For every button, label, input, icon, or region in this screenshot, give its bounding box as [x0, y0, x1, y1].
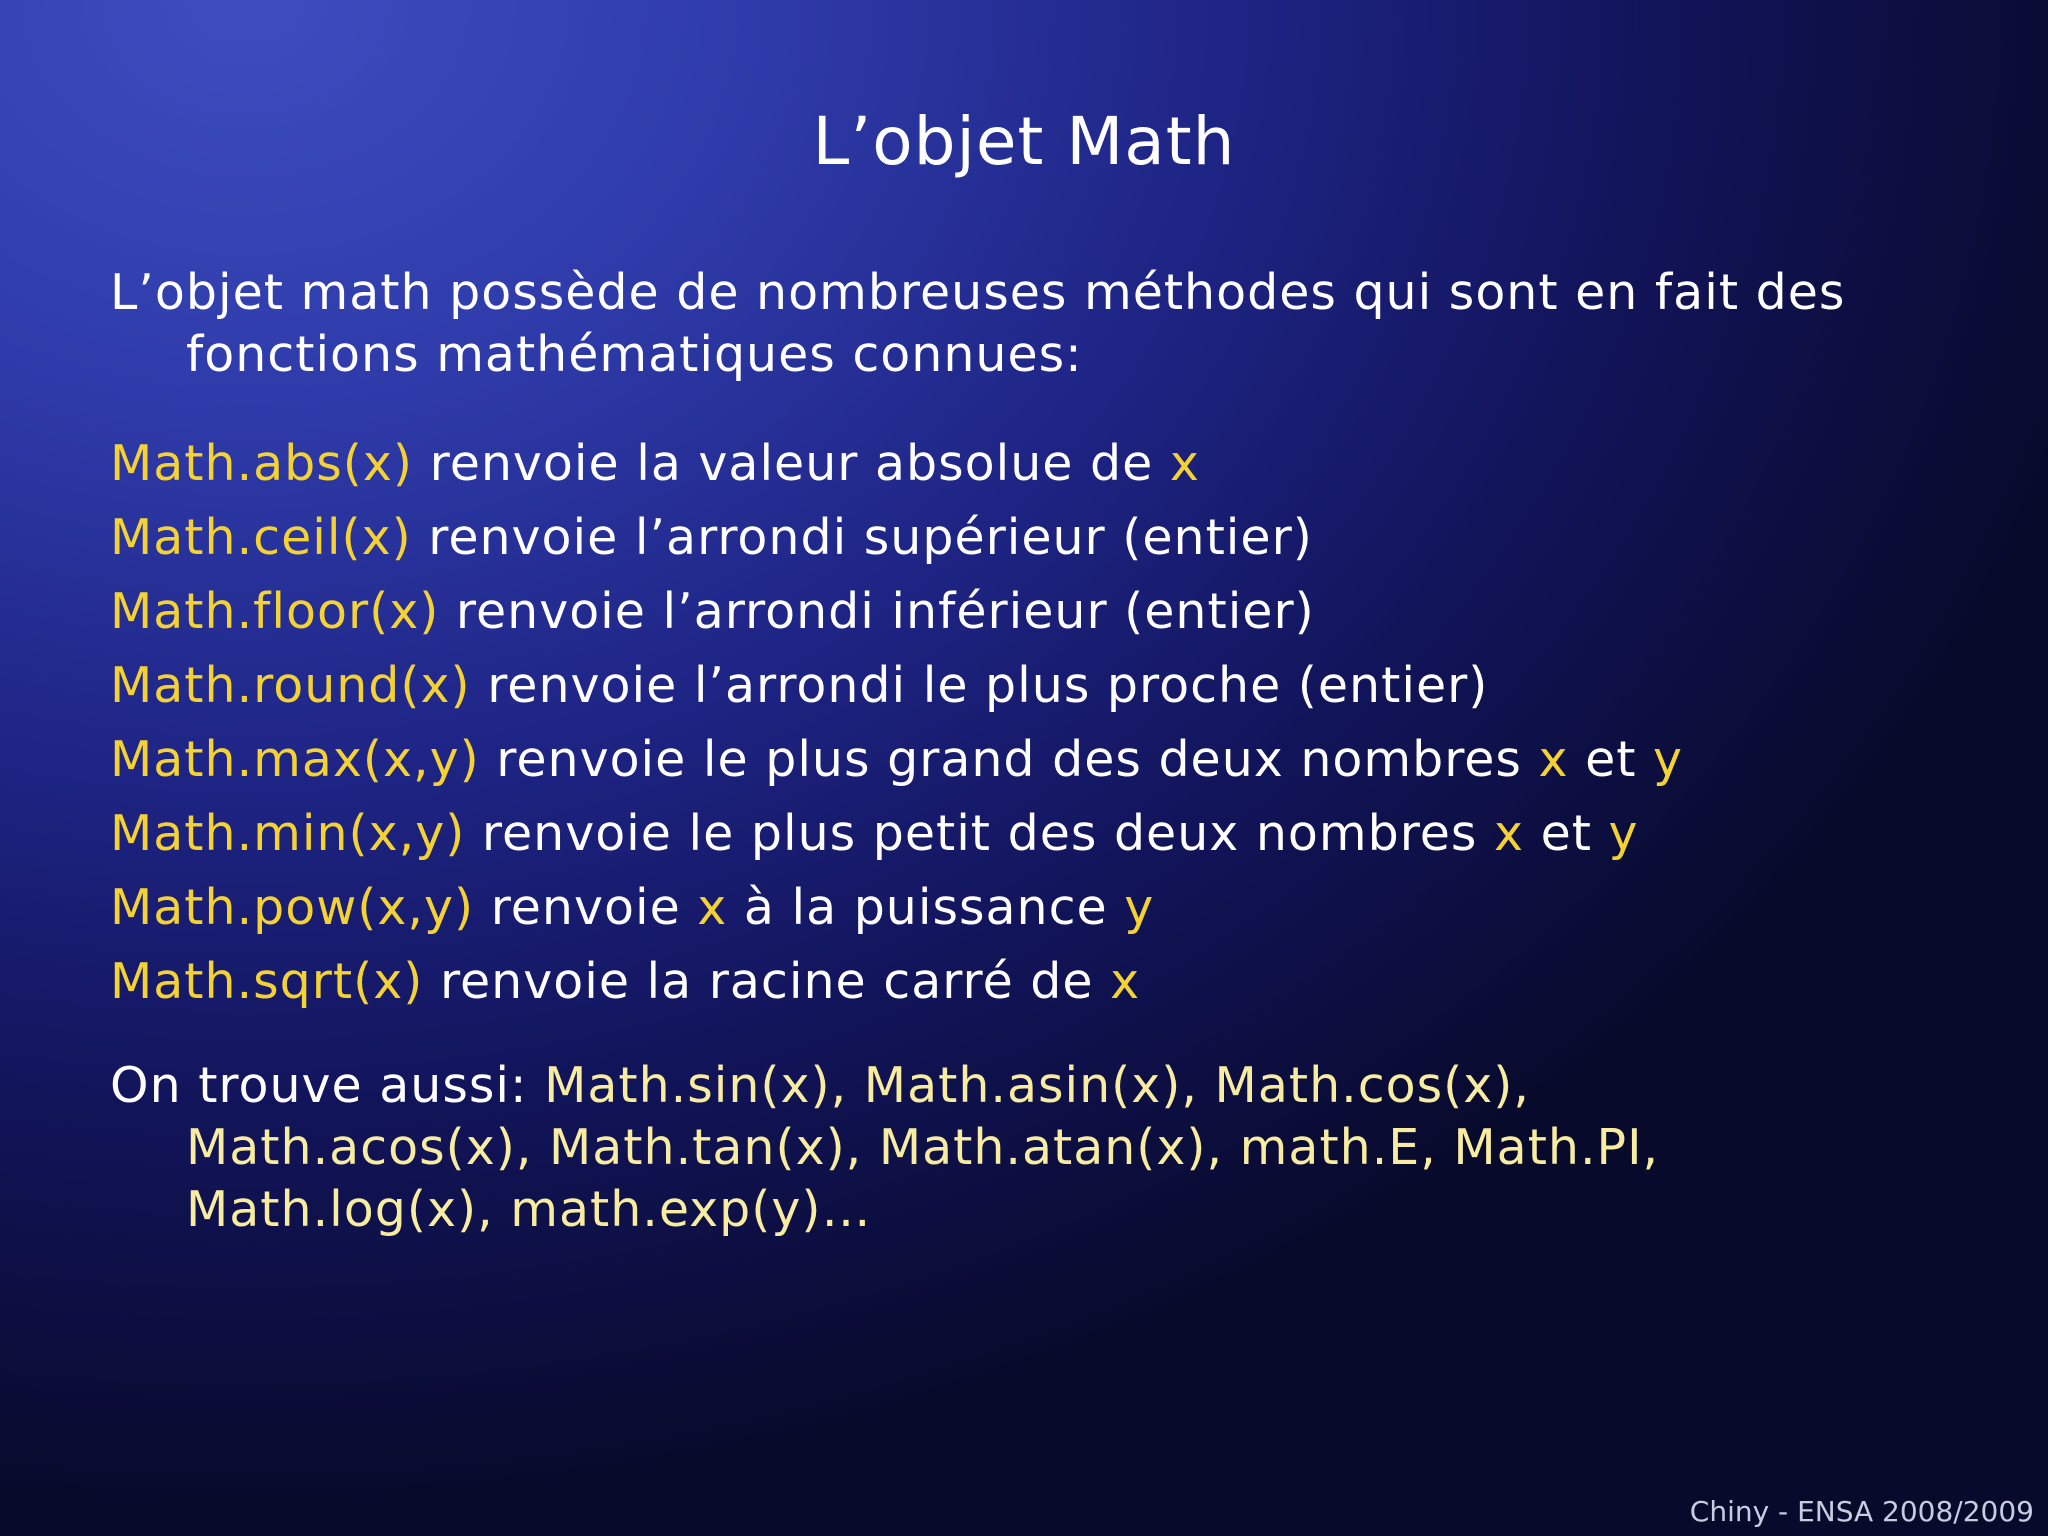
- variable: x: [1494, 805, 1525, 862]
- list-item: [110, 649, 1960, 723]
- variable: x: [1169, 435, 1200, 492]
- description: renvoie la valeur absolue de: [413, 435, 1170, 492]
- description: renvoie le plus petit des deux nombres: [465, 805, 1495, 862]
- function-name: Math.floor(x): [110, 583, 440, 640]
- description: renvoie l’arrondi inférieur (entier): [439, 583, 1315, 640]
- list-item: [110, 871, 1960, 945]
- function-name: Math.sqrt(x): [110, 953, 424, 1010]
- list-item: [110, 427, 1960, 501]
- description: renvoie l’arrondi le plus proche (entier): [470, 657, 1489, 714]
- description: renvoie la racine carré de: [423, 953, 1111, 1010]
- description: renvoie l’arrondi supérieur (entier): [411, 509, 1313, 566]
- list-item: [110, 797, 1960, 871]
- list-item: [110, 723, 1960, 797]
- list-item: [110, 945, 1960, 1019]
- function-name: Math.min(x,y): [110, 805, 466, 862]
- also-paragraph: [110, 1055, 1960, 1241]
- variable: x: [697, 879, 728, 936]
- description: renvoie: [474, 879, 698, 936]
- function-name: Math.ceil(x): [110, 509, 412, 566]
- description: renvoie le plus grand des deux nombres: [479, 731, 1539, 788]
- footer-credit: Chiny - ENSA 2008/2009: [1689, 1495, 2034, 1528]
- variable: y: [1124, 879, 1155, 936]
- function-name: Math.abs(x): [110, 435, 414, 492]
- variable: y: [1653, 731, 1684, 788]
- description: à la puissance: [727, 879, 1125, 936]
- intro-paragraph: [110, 262, 1960, 386]
- also-label: On trouve aussi:: [110, 1057, 545, 1114]
- also-line-3: Math.log(x), math.exp(y)…: [186, 1181, 872, 1238]
- methods-list: [110, 427, 1960, 1019]
- function-name: Math.pow(x,y): [110, 879, 475, 936]
- slide-title: L’objet Math: [812, 103, 1236, 180]
- function-name: Math.round(x): [110, 657, 471, 714]
- intro-line-2: fonctions mathématiques connues:: [186, 326, 1083, 383]
- variable: y: [1608, 805, 1639, 862]
- intro-line-1: L’objet math possède de nombreuses méthodes qui sont en fait des: [110, 264, 1846, 321]
- function-name: Math.max(x,y): [110, 731, 480, 788]
- description: et: [1568, 731, 1654, 788]
- variable: x: [1538, 731, 1569, 788]
- list-item: [110, 575, 1960, 649]
- also-line-2: Math.acos(x), Math.tan(x), Math.atan(x), math.E, Math.PI,: [186, 1119, 1660, 1176]
- list-item: [110, 501, 1960, 575]
- variable: x: [1110, 953, 1141, 1010]
- description: et: [1524, 805, 1609, 862]
- also-line-1: Math.sin(x), Math.asin(x), Math.cos(x),: [544, 1057, 1530, 1114]
